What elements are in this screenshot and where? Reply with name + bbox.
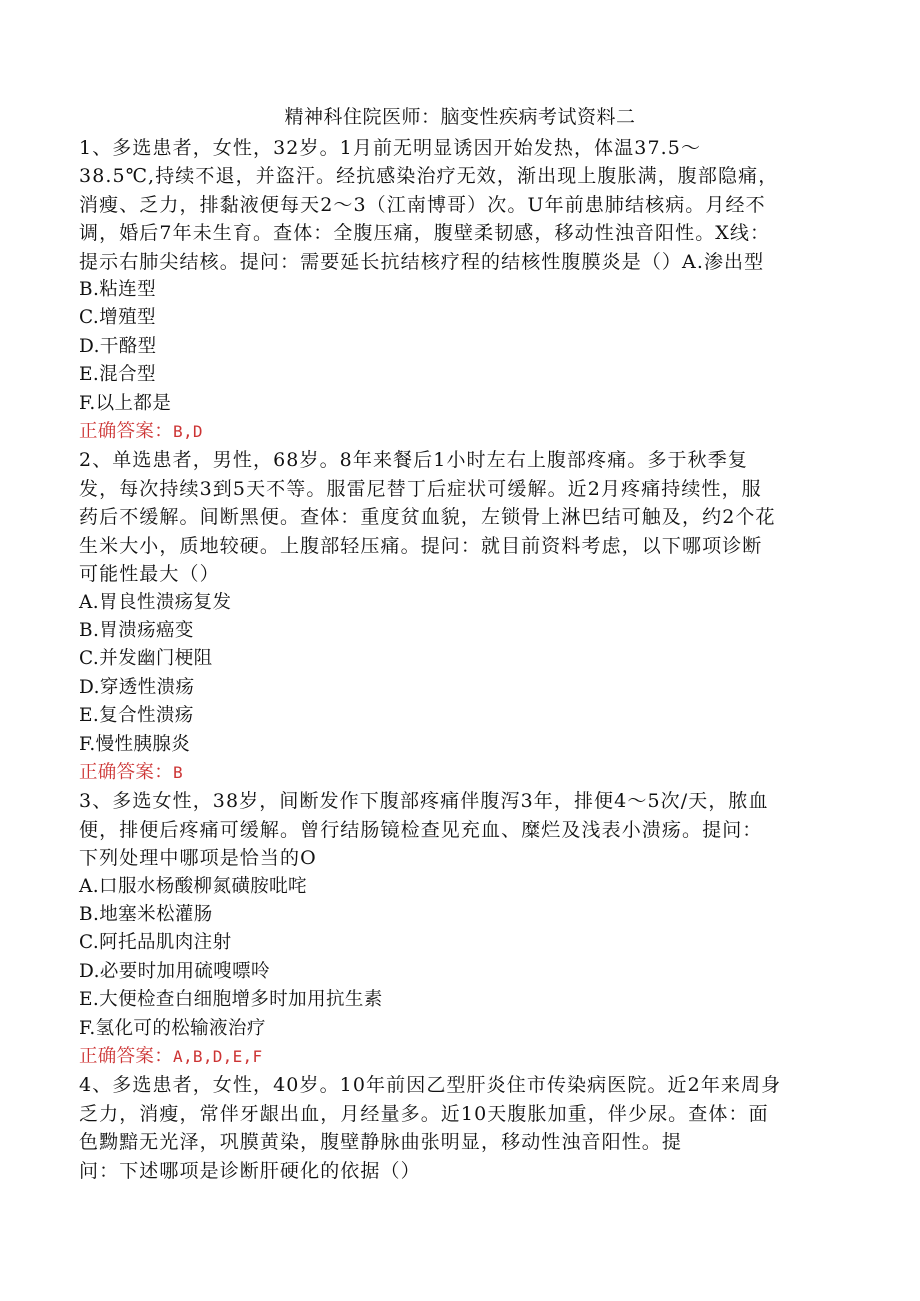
question-stem-line: 问：下述哪项是诊断肝硬化的依据（） [79, 1159, 421, 1182]
option-d: D.干酪型 [79, 335, 157, 357]
option-f: F.以上都是 [79, 392, 172, 414]
document-title: 精神科住院医师：脑变性疾病考试资料二 [284, 106, 636, 128]
question-stem-line: 药后不缓解。间断黑便。查体：重度贫血貌，左锁骨上淋巴结可触及，约2个花 [79, 506, 776, 529]
answer-value: B,D [173, 422, 203, 442]
answer-label: 正确答案： [79, 421, 174, 443]
question-stem-line: 生米大小，质地较硬。上腹部轻压痛。提问：就目前资料考虑，以下哪项诊断 [79, 534, 763, 557]
question-stem-line: 提示右肺尖结核。提问：需要延长抗结核疗程的结核性腹膜炎是（）A.渗出型 [79, 250, 765, 273]
option-b: B.地塞米松灌肠 [79, 903, 213, 925]
answer-value: A,B,D,E,F [173, 1047, 263, 1066]
question-stem-line: 调，婚后7年未生育。查体：全腹压痛，腹壁柔韧感，移动性浊音阳性。X线： [79, 222, 771, 245]
question-stem-line: 可能性最大（） [79, 563, 220, 586]
question-stem-line: 下列处理中哪项是恰当的O [79, 847, 317, 870]
option-d: D.穿透性溃疡 [79, 676, 195, 698]
correct-answer [79, 418, 839, 446]
option-c: C.增殖型 [79, 307, 156, 329]
option-c: C.阿托品肌肉注射 [79, 932, 232, 954]
question-stem-line: 便，排便后疼痛可缓解。曾行结肠镜检查见充血、糜烂及浅表小溃疡。提问： [79, 818, 763, 841]
answer-label: 正确答案： [79, 1046, 174, 1067]
option-b: B.粘连型 [79, 279, 156, 301]
question-stem-line: 色黝黯无光泽，巩膜黄染，腹壁静脉曲张明显，移动性浊音阳性。提 [79, 1131, 683, 1154]
question-stem-line: 发，每次持续3到5天不等。服雷尼替丁后症状可缓解。近2月疼痛持续性，服 [79, 477, 762, 500]
question-4 [79, 1071, 839, 1185]
question-stem-line: 1、多选患者，女性，32岁。1月前无明显诱因开始发热，体温37.5～ [79, 137, 702, 159]
question-stem-line: 3、多选女性，38岁，间断发作下腹部疼痛伴腹泻3年，排便4～5次/天，脓血 [79, 790, 769, 813]
option-f: F.氢化可的松输液治疗 [79, 1017, 266, 1039]
question-stem-line: 乏力，消瘦，常伴牙龈出血，月经量多。近10天腹胀加重，伴少尿。查体：面 [79, 1102, 769, 1125]
question-stem-line: 4、多选患者，女性，40岁。10年前因乙型肝炎住市传染病医院。近2年来周身 [79, 1074, 782, 1097]
question-stem-line: 38.5℃,持续不退，并盗汗。经抗感染治疗无效，渐出现上腹胀满，腹部隐痛， [79, 165, 779, 188]
question-stem-line: 2、单选患者，男性，68岁。8年来餐后1小时左右上腹部疼痛。多于秋季复 [79, 449, 748, 472]
answer-value: B [173, 762, 183, 782]
option-b: B.胃溃疡癌变 [79, 619, 194, 641]
option-e: E.复合性溃疡 [79, 705, 194, 727]
correct-answer [79, 1043, 839, 1071]
option-e: E.大便检查白细胞增多时加用抗生素 [79, 989, 383, 1011]
question-1 [79, 134, 839, 446]
option-d: D.必要时加用硫嗖嘌呤 [79, 960, 270, 982]
option-c: C.并发幽门梗阻 [79, 648, 213, 670]
question-list [79, 134, 839, 1185]
option-f: F.慢性胰腺炎 [79, 733, 191, 755]
option-a: A.口服水杨酸柳氮磺胺吡咤 [79, 875, 307, 897]
question-3 [79, 787, 839, 1071]
answer-label: 正确答案： [79, 761, 174, 783]
option-a: A.胃良性溃疡复发 [79, 591, 232, 613]
correct-answer [79, 759, 839, 787]
question-stem-line: 消瘦、乏力，排黏液便每天2～3（江南博哥）次。U年前患肺结核病。月经不 [79, 193, 766, 216]
option-e: E.混合型 [79, 364, 156, 386]
question-2 [79, 446, 839, 787]
